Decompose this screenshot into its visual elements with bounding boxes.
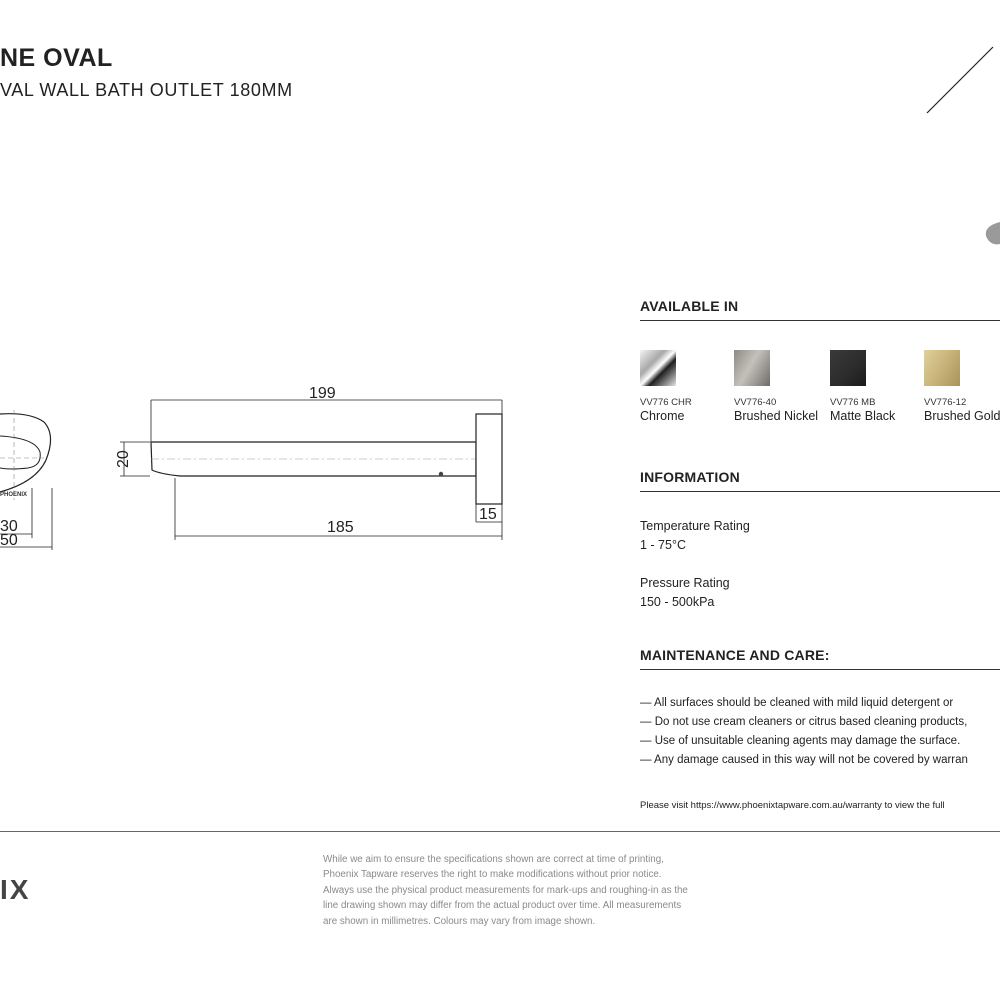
disclaimer-line: are shown in millimetres. Colours may vary from image shown. <box>323 915 596 927</box>
dim-height: 20 <box>115 450 132 468</box>
finish-name-chrome: Chrome <box>640 409 685 423</box>
information-heading: INFORMATION <box>640 469 1000 492</box>
disclaimer-line: While we aim to ensure the specifications shown are correct at time of printing, <box>323 854 664 865</box>
swatch-brushed-nickel <box>734 350 770 386</box>
plate-front-view <box>0 410 52 550</box>
technical-drawing <box>0 370 520 570</box>
swatch-brushed-gold <box>924 350 960 386</box>
care-item: — Do not use cream cleaners or citrus based cleaning products, <box>640 716 968 728</box>
wall-plate <box>476 414 502 504</box>
sketch-spout-line <box>927 47 993 113</box>
disclaimer-line: line drawing shown may differ from the actual product over time. All measurements <box>323 900 682 912</box>
warranty-note: Please visit https://www.phoenixtapware.com.au/warranty to view the full <box>640 800 945 811</box>
care-item: — Use of unsuitable cleaning agents may damage the surface. <box>640 735 961 747</box>
product-title: NE OVAL <box>0 44 113 72</box>
care-item: — Any damage caused in this way will not be covered by warran <box>640 754 968 766</box>
care-item: — All surfaces should be cleaned with mild liquid detergent or <box>640 697 954 709</box>
pressure-value: 150 - 500kPa <box>640 595 715 609</box>
brand-logo: IX <box>0 874 31 905</box>
finish-name-brushed-nickel: Brushed Nickel <box>734 409 819 423</box>
temperature-value: 1 - 75°C <box>640 538 686 552</box>
available-in-heading: AVAILABLE IN <box>640 298 1000 321</box>
dim-outer-label: 50 <box>0 532 18 549</box>
dim-spout-length: 185 <box>327 519 354 536</box>
disclaimer-line: Phoenix Tapware reserves the right to make modifications without prior notice. <box>323 869 662 881</box>
product-sketch <box>900 30 1000 260</box>
pressure-label: Pressure Rating <box>640 576 730 590</box>
spout-side-view <box>115 385 502 540</box>
finish-code-brushed-nickel: VV776-40 <box>734 397 777 408</box>
finish-code-matte-black: VV776 MB <box>830 397 876 408</box>
temperature-label: Temperature Rating <box>640 519 750 533</box>
sketch-outlet-shape <box>986 222 1000 244</box>
disclaimer <box>323 852 763 929</box>
dim-plate-depth: 15 <box>479 506 497 523</box>
swatch-chrome <box>640 350 676 386</box>
finish-name-matte-black: Matte Black <box>830 409 896 423</box>
plate-brand-text: PHOENIX <box>0 492 28 498</box>
maintenance-heading: MAINTENANCE AND CARE: <box>640 647 1000 670</box>
disclaimer-line: Always use the physical product measurements for mark-ups and roughing-in as the <box>323 884 688 896</box>
dim-overall-length: 199 <box>309 385 336 402</box>
spout-screw <box>439 472 443 476</box>
finish-name-brushed-gold: Brushed Gold <box>924 409 1000 423</box>
footer-divider <box>0 831 1000 832</box>
finish-code-chrome: VV776 CHR <box>640 397 692 408</box>
finish-code-brushed-gold: VV776-12 <box>924 397 967 408</box>
dim-inner-label: 30 <box>0 518 18 535</box>
product-subtitle: VAL WALL BATH OUTLET 180MM <box>0 80 293 100</box>
swatch-matte-black <box>830 350 866 386</box>
